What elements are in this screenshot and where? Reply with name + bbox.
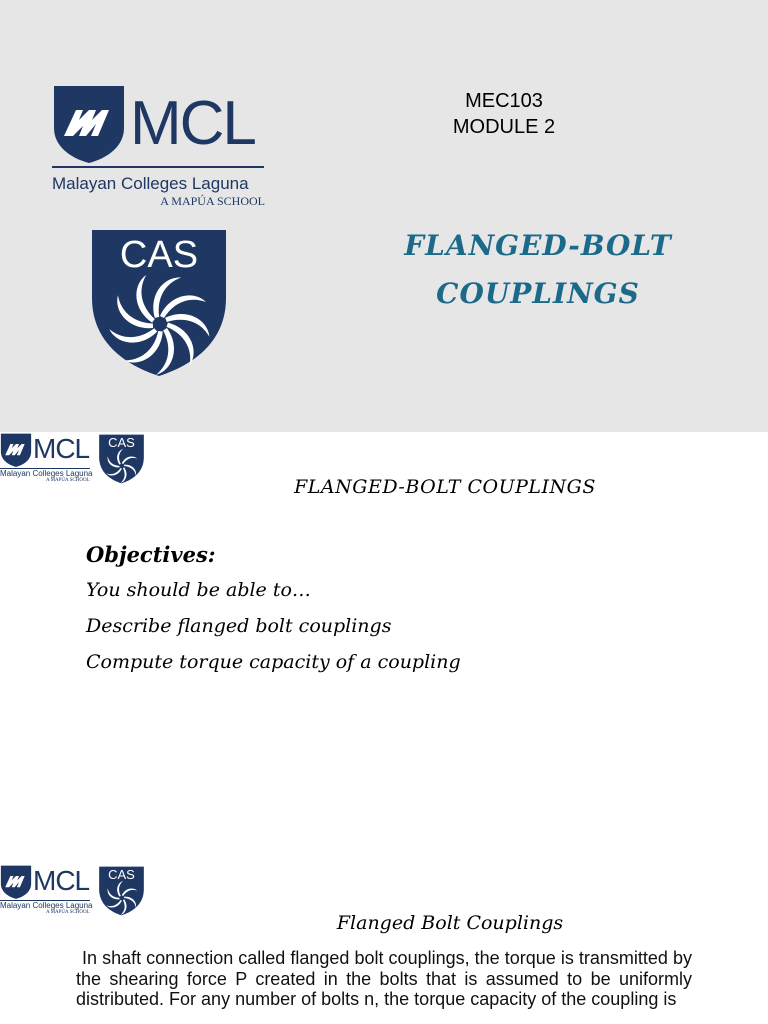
school-name: Malayan Colleges Laguna: [52, 174, 249, 193]
course-code: MEC103: [465, 90, 543, 112]
mcl-wordmark: MCL: [33, 865, 90, 896]
mcl-logo: [52, 84, 267, 209]
school-subtitle: A MAPÚA SCHOOL: [160, 194, 265, 208]
body-paragraph: In shaft connection called flanged bolt couplings, the torque is transmitted by the shearing force P created in the bolts that is assumed to be uniformly distributed. For any number of bolts n, the torque capacity of the coupling is: [76, 948, 692, 1009]
school-name: Malayan Colleges Laguna: [0, 901, 93, 910]
objectives-heading: Objectives:: [86, 542, 216, 567]
logo-divider: [52, 166, 264, 168]
mcl-shield-icon: [0, 432, 32, 468]
mcl-wordmark: MCL: [130, 89, 255, 158]
header-logos: [0, 864, 150, 920]
slide-title-line1: FLANGED-BOLT: [404, 229, 672, 262]
mcl-shield-icon: [52, 84, 126, 164]
slide-title: Flanged Bolt Couplings: [336, 912, 564, 934]
title-slide: [0, 0, 768, 432]
school-name: Malayan Colleges Laguna: [0, 469, 93, 478]
cas-logo: [98, 434, 145, 484]
school-subtitle: A MAPÚA SCHOOL: [46, 910, 90, 915]
cas-wordmark: CAS: [108, 867, 135, 882]
mcl-shield-icon: [0, 864, 32, 900]
mcl-wordmark: MCL: [33, 433, 90, 464]
header-logos: [0, 432, 150, 488]
cas-wordmark: CAS: [119, 234, 199, 276]
school-subtitle: A MAPÚA SCHOOL: [46, 478, 90, 483]
cas-logo: [98, 866, 145, 916]
objectives-slide: [0, 432, 768, 864]
objectives-list: [86, 542, 686, 685]
objective-item: You should be able to…: [86, 579, 311, 601]
slide-title: [388, 222, 688, 318]
slide-title-line2: COUPLINGS: [436, 277, 640, 310]
objective-item: Describe flanged bolt couplings: [86, 615, 392, 637]
slide-title: FLANGED-BOLT COUPLINGS: [294, 476, 596, 498]
module-label: MODULE 2: [452, 116, 556, 138]
cas-logo: [90, 228, 228, 378]
cas-wordmark: CAS: [108, 435, 135, 450]
content-slide: [0, 864, 768, 1024]
course-header: [404, 88, 604, 140]
objective-item: Compute torque capacity of a coupling: [86, 651, 461, 673]
